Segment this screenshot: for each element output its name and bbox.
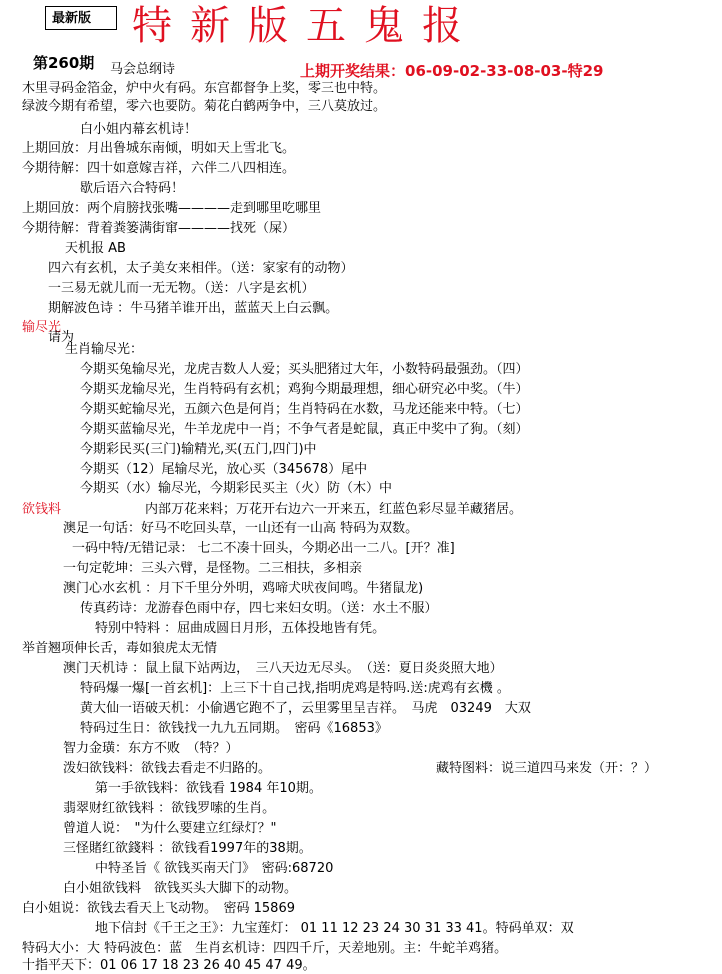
side-tag-sub: 请为 (48, 330, 75, 345)
text-line: 一码中特/无错记录： 七二不凑十回头，今期必出一二八。[开？准] (72, 541, 455, 556)
text-line: 今期待解：四十如意嫁吉祥，六伴二八四相连。 (22, 161, 296, 176)
edition-label: 最新版 (45, 6, 117, 30)
text-line: 白小姐欲钱料 欲钱买头大脚下的动物。 (63, 881, 298, 896)
text-line: 举首翘项伸长舌，毒如狼虎太无情 (22, 641, 218, 656)
text-line: 特别中特料 ：屈曲成圆日月形，五体投地皆有凭。 (95, 621, 386, 636)
last-draw-result: 上期开奖结果：06-09-02-33-08-03-特29 (300, 62, 604, 80)
text-line: 上期回放：两个肩膀找张嘴————走到哪里吃哪里 (22, 201, 322, 216)
text-line: 今期买（水）输尽光，今期彩民买主（火）防（木）中 (80, 481, 393, 496)
text-line: 绿波今期有希望，零六也要防。菊花白鹤两争中，三八莫放过。 (22, 99, 387, 114)
page-title: 特新版五鬼报 (132, 3, 480, 49)
text-line: 今期买龙输尽光，生肖特码有玄机；鸡狗今期最理想，细心研究必中奖。（牛） (80, 382, 529, 397)
text-line: 传真药诗：龙游春色雨中存，四七来妇女明。（送：水土不服） (80, 601, 438, 616)
text-line: 特码大小：大 特码波色：蓝 生肖玄机诗：四四千斤，天差地别。主：牛蛇羊鸡猪。 (22, 941, 508, 956)
text-line: 藏特图料：说三道四马来发（开：？） (436, 761, 658, 776)
text-line: 地下信封《千王之王》：九宝莲灯： 01 11 12 23 24 30 31 33 41。特码单双：双 (95, 921, 574, 936)
text-line: 今期彩民买(三门)输精光,买(五门,四门)中 (80, 442, 317, 457)
section-heading: 歇后语六合特码！ (80, 181, 185, 196)
text-line: 中特圣旨《 欲钱买南天门》 密码:68720 (95, 861, 334, 876)
side-tag: 输尽光 (22, 320, 62, 335)
text-line: 特码爆一爆[一首玄机]：上三下十自己找,指明虎鸡是特吗.送:虎鸡有玄機 。 (80, 681, 510, 696)
text-line: 十指平天下：01 06 17 18 23 26 40 45 47 49。 (22, 958, 316, 973)
text-line: 上期回放：月出鲁城东南倾，明如天上雪北飞。 (22, 141, 296, 156)
text-line: 澳足一句话：好马不吃回头草，一山还有一山高 特码为双数。 (63, 521, 419, 536)
text-line: 今期待解：背着粪篓满街窜————找死（屎） (22, 221, 296, 236)
side-tag: 欲钱料 (22, 502, 62, 517)
text-line: 第一手欲钱料：欲钱看 1984 年10期。 (95, 781, 322, 796)
text-line: 一三易无就儿而一无无物。（送：八字是玄机） (48, 281, 315, 296)
text-line: 四六有玄机，太子美女来相伴。（送：家家有的动物） (48, 261, 354, 276)
text-line: 智力金璜：东方不败 （特？） (63, 741, 239, 756)
text-line: 三怪賭红欲錢料 ：欲钱看1997年的38期。 (63, 841, 312, 856)
section-heading: 生肖输尽光： (65, 342, 144, 357)
issue-number: 第260期 (33, 54, 95, 72)
text-line: 今期买蛇输尽光，五颜六色是何肖；生肖特码在水数，马龙还能来中特。（七） (80, 402, 529, 417)
text-line: 澳门心水玄机 ：月下千里分外明，鸡啼犬吠夜间鸣。牛猪鼠龙) (63, 581, 424, 596)
text-line: 特码过生日：欲钱找一九九五同期。 密码《16853》 (80, 721, 388, 736)
text-line: 期解波色诗 ：牛马猪羊谁开出，蓝蓝天上白云飘。 (48, 301, 339, 316)
text-line: 澳门天机诗 ：鼠上鼠下站两边， 三八天边无尽头。 （送：夏日炎炎照大地） (63, 661, 503, 676)
text-line: 一句定乾坤：三头六臂，是怪物。二三相扶，多相亲 (63, 561, 363, 576)
issue-subtitle: 马会总纲诗 (110, 62, 176, 77)
text-line: 曾道人说： "为什么要建立红绿灯？" (63, 821, 277, 836)
section-heading: 白小姐内幕玄机诗！ (80, 122, 198, 137)
text-line: 今期买（12）尾输尽光，放心买（345678）尾中 (80, 462, 368, 477)
section-heading: 天机报 AB (65, 241, 126, 256)
text-line: 白小姐说：欲钱去看天上飞动物。 密码 15869 (22, 901, 295, 916)
text-line: 木里寻码金箔金，炉中火有码。东宫都督争上奖，零三也中特。 (22, 81, 387, 96)
text-line: 今期买兔输尽光，龙虎吉数人人爱；买头肥猪过大年，小数特码最强劲。（四） (80, 362, 529, 377)
text-line: 内部万花来料；万花开右边六一开来五，红蓝色彩尽显羊藏猪居。 (145, 502, 523, 517)
text-line: 黄大仙一语破天机：小偷遇它跑不了，云里雾里呈吉祥。 马虎 03249 大双 (80, 701, 531, 716)
text-line: 今期买蓝输尽光，牛羊龙虎中一肖；不争气者是蛇鼠，真正中奖中了狗。（刻） (80, 422, 529, 437)
text-line: 泼妇欲钱料：欲钱去看走不归路的。 (63, 761, 272, 776)
text-line: 翡翠财红欲钱料 ：欲钱罗嗦的生肖。 (63, 801, 276, 816)
